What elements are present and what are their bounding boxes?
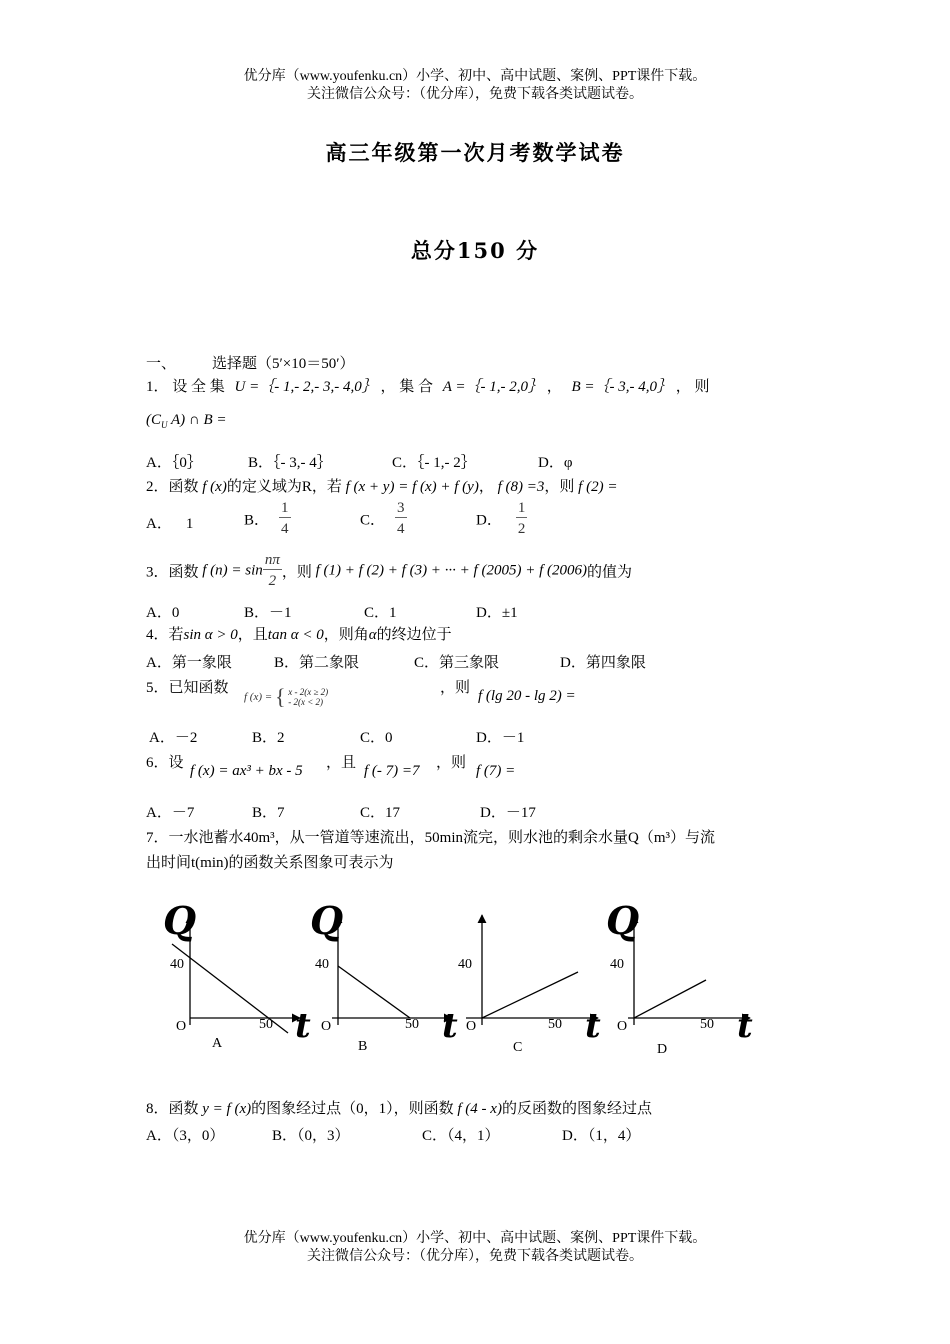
question-7-line-1: 7．一水池蓄水40m³，从一管道等速流出，50min流完，则水池的剩余水量Q（m³）与流 [146, 830, 715, 846]
q1-expr-part1: (C [146, 412, 161, 428]
q1-expr-part2: A) ∩ B = [167, 412, 227, 428]
q1-option-b[interactable]: B．｛- 3,- 4｝ [248, 455, 332, 471]
q2-sep: ， [478, 479, 494, 495]
question-4-stem [146, 623, 452, 644]
graph-c-50: 50 [548, 1017, 562, 1032]
q3-stem-a: 3．函数 [146, 564, 199, 581]
question-5-stem: 5．已知函数 [146, 680, 229, 696]
q6-option-b[interactable]: B．7 [252, 805, 285, 821]
q2-option-a[interactable] [146, 512, 193, 533]
question-3-stem [146, 552, 632, 590]
graph-a-50: 50 [259, 1017, 273, 1032]
q6-function: f (x) = ax³ + bx - 5 [190, 763, 303, 779]
q2-option-d[interactable] [476, 500, 527, 538]
graph-a-origin: O [176, 1019, 187, 1034]
q5-option-d[interactable]: D．－1 [476, 730, 525, 746]
q4-option-b[interactable]: B．第二象限 [274, 655, 360, 671]
q7-graphs [160, 900, 780, 1070]
q2-opt-a-value: 1 [185, 516, 194, 532]
q6-option-c[interactable]: C．17 [360, 805, 401, 821]
graph-b-t-label: t [442, 1006, 458, 1046]
q5-option-a[interactable]: A．－2 [149, 730, 198, 746]
q2-opt-d-den: 2 [517, 521, 526, 537]
graph-d-t-label: t [737, 1006, 753, 1046]
q2-opt-c-fraction [395, 500, 407, 538]
q2-stem-b: 的定义域为R，若 [226, 479, 342, 495]
graph-a-q-label: Q [163, 898, 197, 943]
q3-option-a[interactable]: A．0 [146, 605, 180, 621]
q2-stem-c: ，则 [544, 479, 575, 495]
q2-opt-b-num: 1 [281, 500, 289, 516]
q1-set-b: B =｛- 3,- 4,0｝ [571, 379, 673, 395]
section-label: 选择题（5′×10＝50′） [212, 356, 355, 372]
footer-line-2: 关注微信公众号：（优分库），免费下载各类试题试卷。 [307, 1249, 643, 1264]
q3-stem-b: ，则 [281, 564, 312, 581]
q1-set-a: A =｛- 1,- 2,0｝ [442, 379, 543, 395]
question-2-stem [146, 475, 617, 496]
q2-stem-a: 2．函数 [146, 479, 199, 495]
q5-case-2: - 2(x < 2) [288, 697, 324, 707]
q1-option-d[interactable]: D．φ [538, 455, 573, 471]
q8-option-d[interactable]: D．（1，4） [562, 1128, 641, 1144]
page-subtitle: 总分150 分 [410, 238, 540, 263]
q2-opt-a-label: A． [146, 516, 172, 532]
graph-b-letter: B [358, 1039, 368, 1054]
q8-stem-b: 的图象经过点（0，1），则函数 [251, 1101, 454, 1117]
q6-target: f (7) = [476, 763, 516, 779]
q4-option-c[interactable]: C．第三象限 [414, 655, 500, 671]
q6-option-d[interactable]: D．－17 [480, 805, 536, 821]
q3-eq-left: f (n) = sin [202, 562, 263, 579]
q2-opt-b-label: B． [244, 512, 270, 529]
graph-d-q-label: Q [606, 898, 640, 943]
graph-c-40: 40 [458, 957, 472, 972]
question-6-stem: 6．设 [146, 755, 184, 771]
q4-option-d[interactable]: D．第四象限 [560, 655, 646, 671]
section-number: 一、 [146, 356, 177, 372]
q5-brace: { [274, 684, 286, 709]
q8-eq1: y = f (x) [202, 1101, 252, 1117]
q8-stem-c: 的反函数的图象经过点 [501, 1101, 652, 1117]
graph-a-letter: A [212, 1036, 223, 1051]
q2-eq2: f (8) =3 [497, 479, 545, 495]
q6-condition: f (- 7) =7 [364, 763, 420, 779]
q8-option-a[interactable]: A．（3，0） [146, 1128, 225, 1144]
graph-c-letter: C [513, 1040, 523, 1055]
q2-opt-c-label: C． [360, 512, 386, 529]
q5-option-b[interactable]: B．2 [252, 730, 285, 746]
q2-fx: f (x) [202, 479, 227, 495]
graph-b-q-label: Q [310, 898, 344, 943]
q2-opt-d-num: 1 [517, 500, 526, 516]
graph-a-40: 40 [170, 957, 184, 972]
q1-mid: ， 集 合 [380, 379, 433, 395]
q2-opt-c-den: 4 [397, 521, 405, 537]
q1-expression [146, 412, 227, 430]
graph-b[interactable] [332, 915, 452, 1025]
q4-stem-d: 的终边位于 [376, 627, 452, 643]
q2-option-c[interactable] [360, 500, 407, 538]
q5-fx: f (x) = [244, 691, 273, 703]
q2-opt-d-label: D． [476, 512, 502, 529]
q1-prefix: 1． 设 全 集 [146, 379, 225, 395]
q6-stem-b: ，且 [326, 755, 357, 771]
graph-b-line [338, 966, 410, 1018]
graph-c-line [482, 972, 578, 1018]
q4-stem-b: ，且 [237, 627, 268, 643]
graph-d-40: 40 [610, 957, 624, 972]
q5-cases [288, 687, 328, 707]
q4-cond-2: tan α < 0 [267, 627, 324, 643]
question-7-line-2: 出时间t(min)的函数关系图象可表示为 [146, 855, 394, 871]
q8-stem-a: 8．函数 [146, 1101, 199, 1117]
q1-end: ， 则 [675, 379, 710, 395]
q8-option-b[interactable]: B．（0，3） [272, 1128, 350, 1144]
q1-option-c[interactable]: C．｛- 1,- 2｝ [392, 455, 476, 471]
graph-a-t-label: t [295, 1006, 311, 1046]
q3-stem-c: 的值为 [587, 564, 633, 581]
graph-b-50: 50 [405, 1017, 419, 1032]
q5-option-c[interactable]: C．0 [360, 730, 393, 746]
q3-sum: f (1) + f (2) + f (3) + ··· + f (2005) + f (2006) [315, 562, 587, 579]
question-1-stem [146, 375, 806, 396]
q3-frac-num: nπ [264, 552, 280, 568]
q3-frac-den: 2 [268, 573, 277, 589]
q2-opt-b-den: 4 [281, 521, 289, 537]
q4-cond-1: sin α > 0 [183, 627, 238, 643]
q2-opt-d-fraction [516, 500, 528, 538]
q3-option-b[interactable]: B．－1 [244, 605, 292, 621]
q5-expression: f (lg 20 - lg 2) = [478, 688, 576, 704]
header-line-1: 优分库（www.youfenku.cn）小学、初中、高中试题、案例、PPT课件下载。 [243, 69, 707, 84]
q3-fraction [263, 552, 282, 590]
q6-stem-c: ，则 [436, 755, 467, 771]
q1-expr-sub: U [161, 420, 168, 430]
q5-stem-b: ，则 [440, 680, 471, 696]
q2-opt-b-fraction [279, 500, 291, 538]
graph-c-origin: O [466, 1019, 477, 1034]
graph-d[interactable] [628, 915, 750, 1025]
graph-c[interactable] [466, 915, 598, 1025]
q3-option-d[interactable]: D．±1 [476, 605, 518, 621]
q5-piecewise [244, 684, 328, 710]
q1-set-u: U =｛- 1,- 2,- 3,- 4,0｝ [234, 379, 377, 395]
graph-d-letter: D [657, 1042, 668, 1057]
q5-case-1: x - 2(x ≥ 2) [288, 687, 329, 697]
q2-option-b[interactable] [244, 500, 291, 538]
graph-d-origin: O [617, 1019, 628, 1034]
page-title: 高三年级第一次月考数学试卷 [325, 140, 625, 165]
q8-option-c[interactable]: C．（4，1） [422, 1128, 500, 1144]
q4-stem-c: ，则角 [323, 627, 369, 643]
q1-sep: ， [546, 379, 562, 395]
graph-b-40: 40 [315, 957, 329, 972]
graph-c-t-label: t [585, 1006, 601, 1046]
q4-alpha: α [368, 627, 377, 643]
q2-eq1: f (x + y) = f (x) + f (y) [345, 479, 479, 495]
header-line-2: 关注微信公众号：（优分库），免费下载各类试题试卷。 [307, 87, 643, 102]
q6-option-a[interactable]: A．－7 [146, 805, 195, 821]
q4-stem-a: 4．若 [146, 627, 184, 643]
graph-d-50: 50 [700, 1017, 714, 1032]
footer-line-1: 优分库（www.youfenku.cn）小学、初中、高中试题、案例、PPT课件下载。 [243, 1231, 707, 1246]
q4-option-a[interactable]: A．第一象限 [146, 655, 232, 671]
q8-eq2: f (4 - x) [457, 1101, 502, 1117]
graph-d-line [634, 980, 706, 1018]
q3-option-c[interactable]: C．1 [364, 605, 397, 621]
q2-opt-c-num: 3 [397, 500, 405, 516]
question-8-stem [146, 1097, 652, 1118]
q1-option-a[interactable]: A．｛0｝ [146, 455, 202, 471]
graph-b-origin: O [321, 1019, 332, 1034]
q2-eq3: f (2) = [578, 479, 618, 495]
